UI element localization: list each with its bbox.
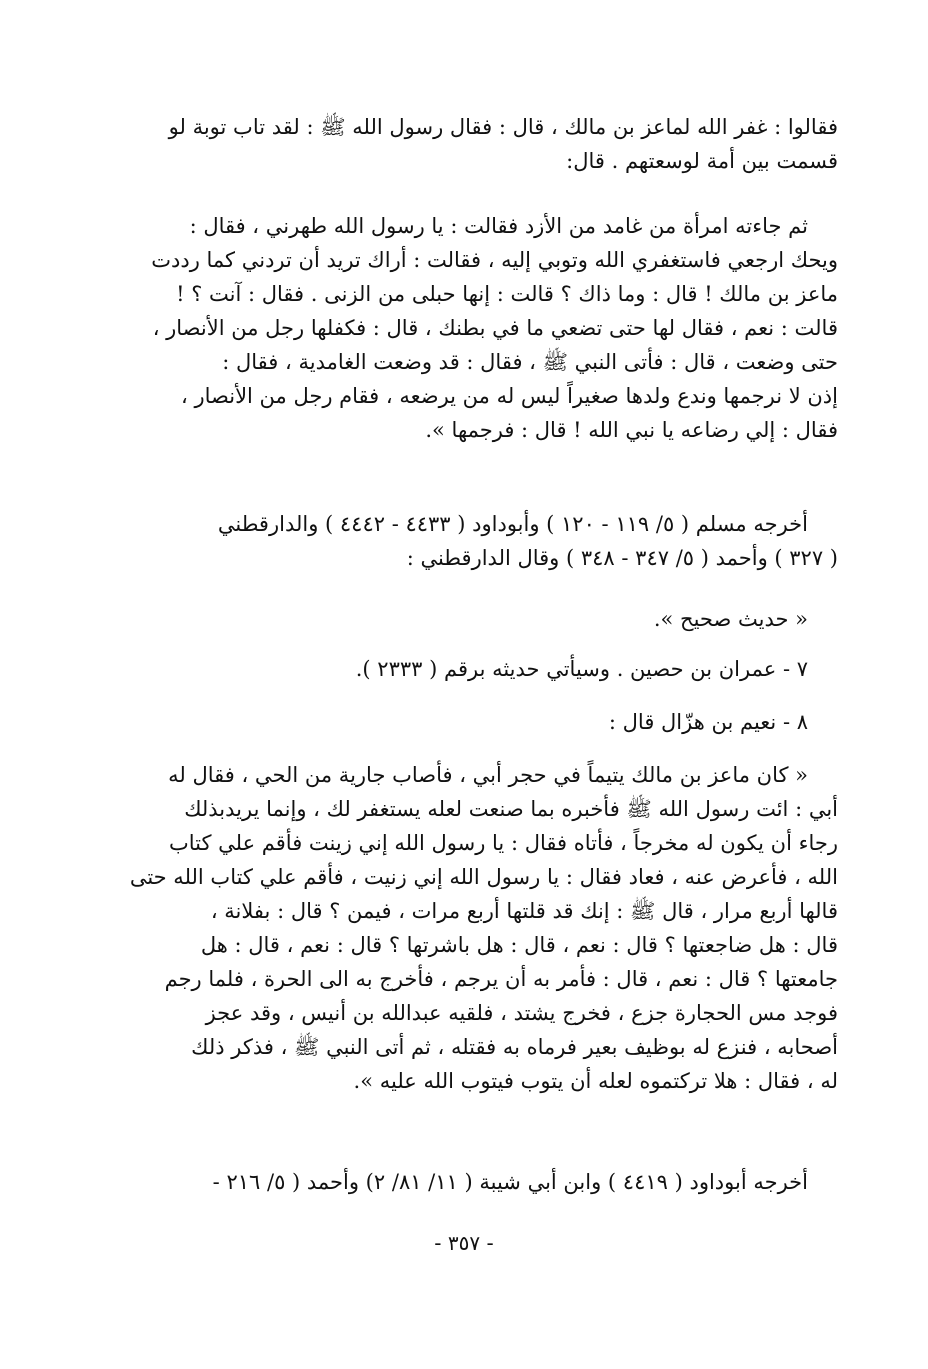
text-line: ماعز بن مالك ! قال : وما ذاك ؟ قالت : إنها حبلى من الزنى . فقال : آنت ؟ ! [176, 282, 838, 306]
text-line: ثم جاءته امرأة من غامد من الأزد فقالت : يا رسول الله طهرني ، فقال : [189, 214, 808, 238]
paragraph-takhrij-1 [128, 507, 838, 575]
text-line: ( ٣٢٧ ) وأحمد ( ٥/ ٣٤٧ - ٣٤٨ ) وقال الدارقطني : [406, 546, 838, 570]
paragraph-item-8 [128, 705, 838, 739]
text-line: أصحابه ، فنزع له بوظيف بعير فرماه به فقتله ، ثم أتى النبي ﷺ ، فذكر ذلك [191, 1035, 838, 1059]
text-line: أخرجه مسلم ( ٥/ ١١٩ - ١٢٠ ) وأبوداود ( ٤٤٣٣ - ٤٤٤٢ ) والدارقطني [217, 512, 808, 536]
text-line: الله ، فأعرض عنه ، فعاد فقال : يا رسول الله إني زنيت ، فأقم علي كتاب الله حتى [129, 865, 838, 889]
text-line: قالها أربع مرار ، قال ﷺ : إنك قد قلتها أربع مرات ، فيمن ؟ قال : بفلانة ، [210, 899, 838, 923]
paragraph-ghamidiyya [128, 209, 838, 447]
text-line: قال : هل ضاجعتها ؟ قال : نعم ، قال : هل باشرتها ؟ قال : نعم ، قال : هل [200, 933, 838, 957]
text-line: رجاء أن يكون له مخرجاً ، فأتاه فقال : يا رسول الله إني زينت فأقم علي كتاب [168, 831, 838, 855]
text-line: قسمت بين أمة لوسعتهم . قال: [566, 149, 838, 173]
text-line: فقالوا : غفر الله لماعز بن مالك ، قال : فقال رسول الله ﷺ : لقد تاب توبة لو [168, 115, 838, 139]
paragraph-hadith-sahih [128, 602, 838, 636]
text-line: ٨ - نعيم بن هزّال قال : [608, 710, 808, 734]
paragraph-item-7 [128, 652, 838, 686]
text-line: « كان ماعز بن مالك يتيماً في حجر أبي ، فأصاب جارية من الحي ، فقال له [168, 763, 808, 787]
text-line: « حديث صحيح ». [653, 607, 808, 631]
text-line: إذن لا نرجمها وندع ولدها صغيراً ليس له من يرضعه ، فقام رجل من الأنصار ، [181, 384, 838, 408]
text-line: ويحك ارجعي فاستغفري الله وتوبي إليه ، فقالت : أراك تريد أن تردني كما رددت [151, 248, 838, 272]
page-number: - ٣٥٧ - [434, 1231, 494, 1255]
text-line: قالت : نعم ، فقال لها حتى تضعي ما في بطنك ، قال : فكفلها رجل من الأنصار ، [152, 316, 838, 340]
text-line: فوجد مس الحجارة جزع ، فخرج يشتد ، فلقيه عبدالله بن أنيس ، وقد عجز [205, 1001, 838, 1025]
text-line: فقال : إلي رضاعه يا نبي الله ! قال : فرجمها ». [425, 418, 838, 442]
text-line: ٧ - عمران بن حصين . وسيأتي حديثه برقم ( ٢٣٣٣ ). [355, 657, 808, 681]
paragraph-conclusion-maiz [128, 110, 838, 178]
paragraph-nuaym-hadith [128, 758, 838, 1098]
text-line: له ، فقال : هلا تركتموه لعله أن يتوب فيتوب الله عليه ». [353, 1069, 838, 1093]
text-line: جامعتها ؟ قال : نعم ، قال : فأمر به أن يرجم ، فأخرج به الى الحرة ، فلما رجم [164, 967, 838, 991]
text-line: أخرجه أبوداود ( ٤٤١٩ ) وابن أبي شيبة ( ١١/ ٨١/ ٢) وأحمد ( ٥/ ٢١٦ - [212, 1170, 808, 1194]
text-line: أبي : ائت رسول الله ﷺ فأخبره بما صنعت لعله يستغفر لك ، وإنما يريدبذلك [184, 797, 838, 821]
paragraph-takhrij-2 [128, 1165, 838, 1199]
text-line: حتى وضعت ، قال : فأتى النبي ﷺ ، فقال : قد وضعت الغامدية ، فقال : [222, 350, 838, 374]
